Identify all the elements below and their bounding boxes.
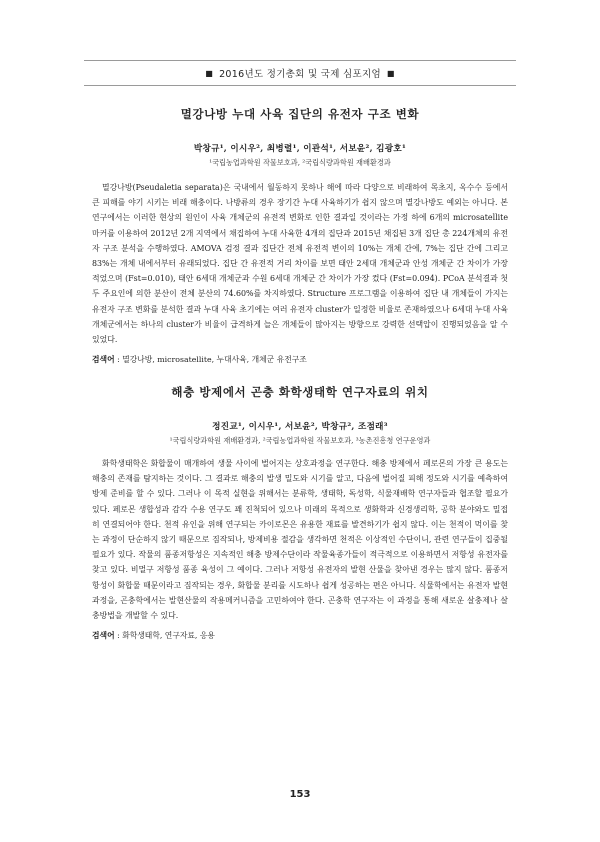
keywords-label: 검색어 bbox=[92, 355, 115, 365]
keywords-line bbox=[92, 630, 508, 641]
affiliation: ¹국립식량과학원 재배환경과, ²국립농업과학원 작물보호과, ³농촌진흥청 연구운영과 bbox=[169, 436, 431, 445]
keywords-line bbox=[92, 354, 508, 365]
keywords-text: : 화학생태학, 연구자료, 응용 bbox=[114, 631, 215, 641]
abstract-2 bbox=[92, 384, 508, 641]
square-bullet-icon: ■ bbox=[205, 68, 214, 78]
abstract-title: 멸강나방 누대 사육 집단의 유전자 구조 변화 bbox=[180, 107, 420, 121]
author-list: 정진교¹, 이시우¹, 서보윤², 박창규², 조점래³ bbox=[212, 422, 388, 432]
header-text: 2016년도 정기총회 및 국제 심포지엄 bbox=[219, 69, 381, 80]
abstract-body: 멸강나방(Pseudaletia separata)은 국내에서 월동하지 못하나 해에 따라 다양으로 비래하여 목초지, 옥수수 등에서 큰 피해를 야기 시키는 비래 해충이다. 나방류의 경우 장기간 누대 사육하기가 쉽지 않으며 멸강나방도 예외는 아니다. 본 연구에서는 이러한 현상의 원인이 사육 개체군의 유전적 변화로 인한 결과일 것이라는 가정 하에 6개의 microsatellite 마커를 이용하여 2012년 2개 지역에서 채집하여 누대 사육한 4개의 집단과 2015년 채집된 3개 집단 총 224개체의 유전자 구조 분석을 수행하였다. AMOVA 검정 결과 집단간 전체 유전적 변이의 10%는 개체 간에, 7%는 집단 간에 그리고 83%는 개체 내에서부터 유래되었다. 집단 간 유전적 거리 차이를 보면 태안 2세대 개체군과 안성 개체군 간 차이가 가장 적었으며 (Fst=0.010), 태안 6세대 개체군과 수원 6세대 개체군 간 차이가 가장 컸다 (Fst=0.094). PCoA 분석결과 첫 두 주요인에 의한 분산이 전체 분산의 74.60%를 차지하였다. Structure 프로그램을 이용하여 집단 내 개체들이 가지는 유전자 구조 변화를 분석한 결과 누대 사육 초기에는 여러 유전자 cluster가 일정한 비율로 존재하였으나 6세대 누대 사육 개체군에서는 하나의 cluster가 비율이 급격하게 늘은 개체들이 많아지는 방향으로 강력한 선택압이 진행되었음을 알 수 있었다. bbox=[92, 183, 508, 345]
abstract-1 bbox=[92, 106, 508, 365]
square-bullet-icon: ■ bbox=[386, 68, 395, 78]
abstract-body: 화학생태학은 화합물이 매개하여 생물 사이에 벌어지는 상호과정을 연구한다. 해충 방제에서 페로몬의 가장 큰 용도는 해충의 존재를 탐지하는 것이다. 그 결과로 해충의 발생 밀도와 시기를 알고, 다음에 벌어질 피해 정도와 시기를 예측하여 방제 준비를 할 수 있다. 그러나 이 목적 실현을 위해서는 분류학, 생태학, 독성학, 식물재배학 연구자들과 협조할 필요가 있다. 페로몬 생합성과 감각 수용 연구도 꽤 진척되어 있으나 미래의 목적으로 생화학과 신경생리학, 공학 분야와도 밀접히 연결되어야 한다. 천적 유인을 위해 연구되는 카이로몬은 유용한 재료를 발견하기가 쉽지 않다. 이는 천적이 먹이를 찾는 과정이 단순하지 않기 때문으로 짐작되나, 방제비용 절감을 생각하면 천적은 이상적인 수단이니, 관련 연구들이 집중될 필요가 있다. 작물의 품종저항성은 지속적인 해충 방제수단이라 작물육종가들이 적극적으로 이용하면서 저항성 유전자를 찾고 있다. 비멀구 저항성 품종 육성이 그 예이다. 그러나 저항성 유전자의 발현 산물을 찾아낸 경우는 많지 않다. 품종저항성이 화합물 때문이라고 짐작되는 경우, 화합물 분리를 시도하나 쉽게 성공하는 편은 아니다. 식물학에서는 유전자 발현과정을, 곤충학에서는 발현산물의 작용메커니즘을 고민하여야 한다. 곤충학 연구자는 이 과정을 통해 새로운 살충제나 살충방법을 개발할 수 있다. bbox=[92, 459, 508, 621]
affiliation: ¹국립농업과학원 작물보호과, ²국립식량과학원 재배환경과 bbox=[209, 158, 391, 167]
keywords-text: : 멸강나방, microsatellite, 누대사육, 개체군 유전구조 bbox=[114, 355, 307, 365]
page-number: 153 bbox=[289, 789, 311, 800]
keywords-label: 검색어 bbox=[92, 631, 115, 641]
author-list: 박창규¹, 이시우², 최병렬¹, 이관석¹, 서보윤², 김광호¹ bbox=[193, 144, 407, 154]
abstract-title: 해충 방제에서 곤충 화학생태학 연구자료의 위치 bbox=[171, 385, 429, 399]
running-header bbox=[84, 60, 516, 86]
